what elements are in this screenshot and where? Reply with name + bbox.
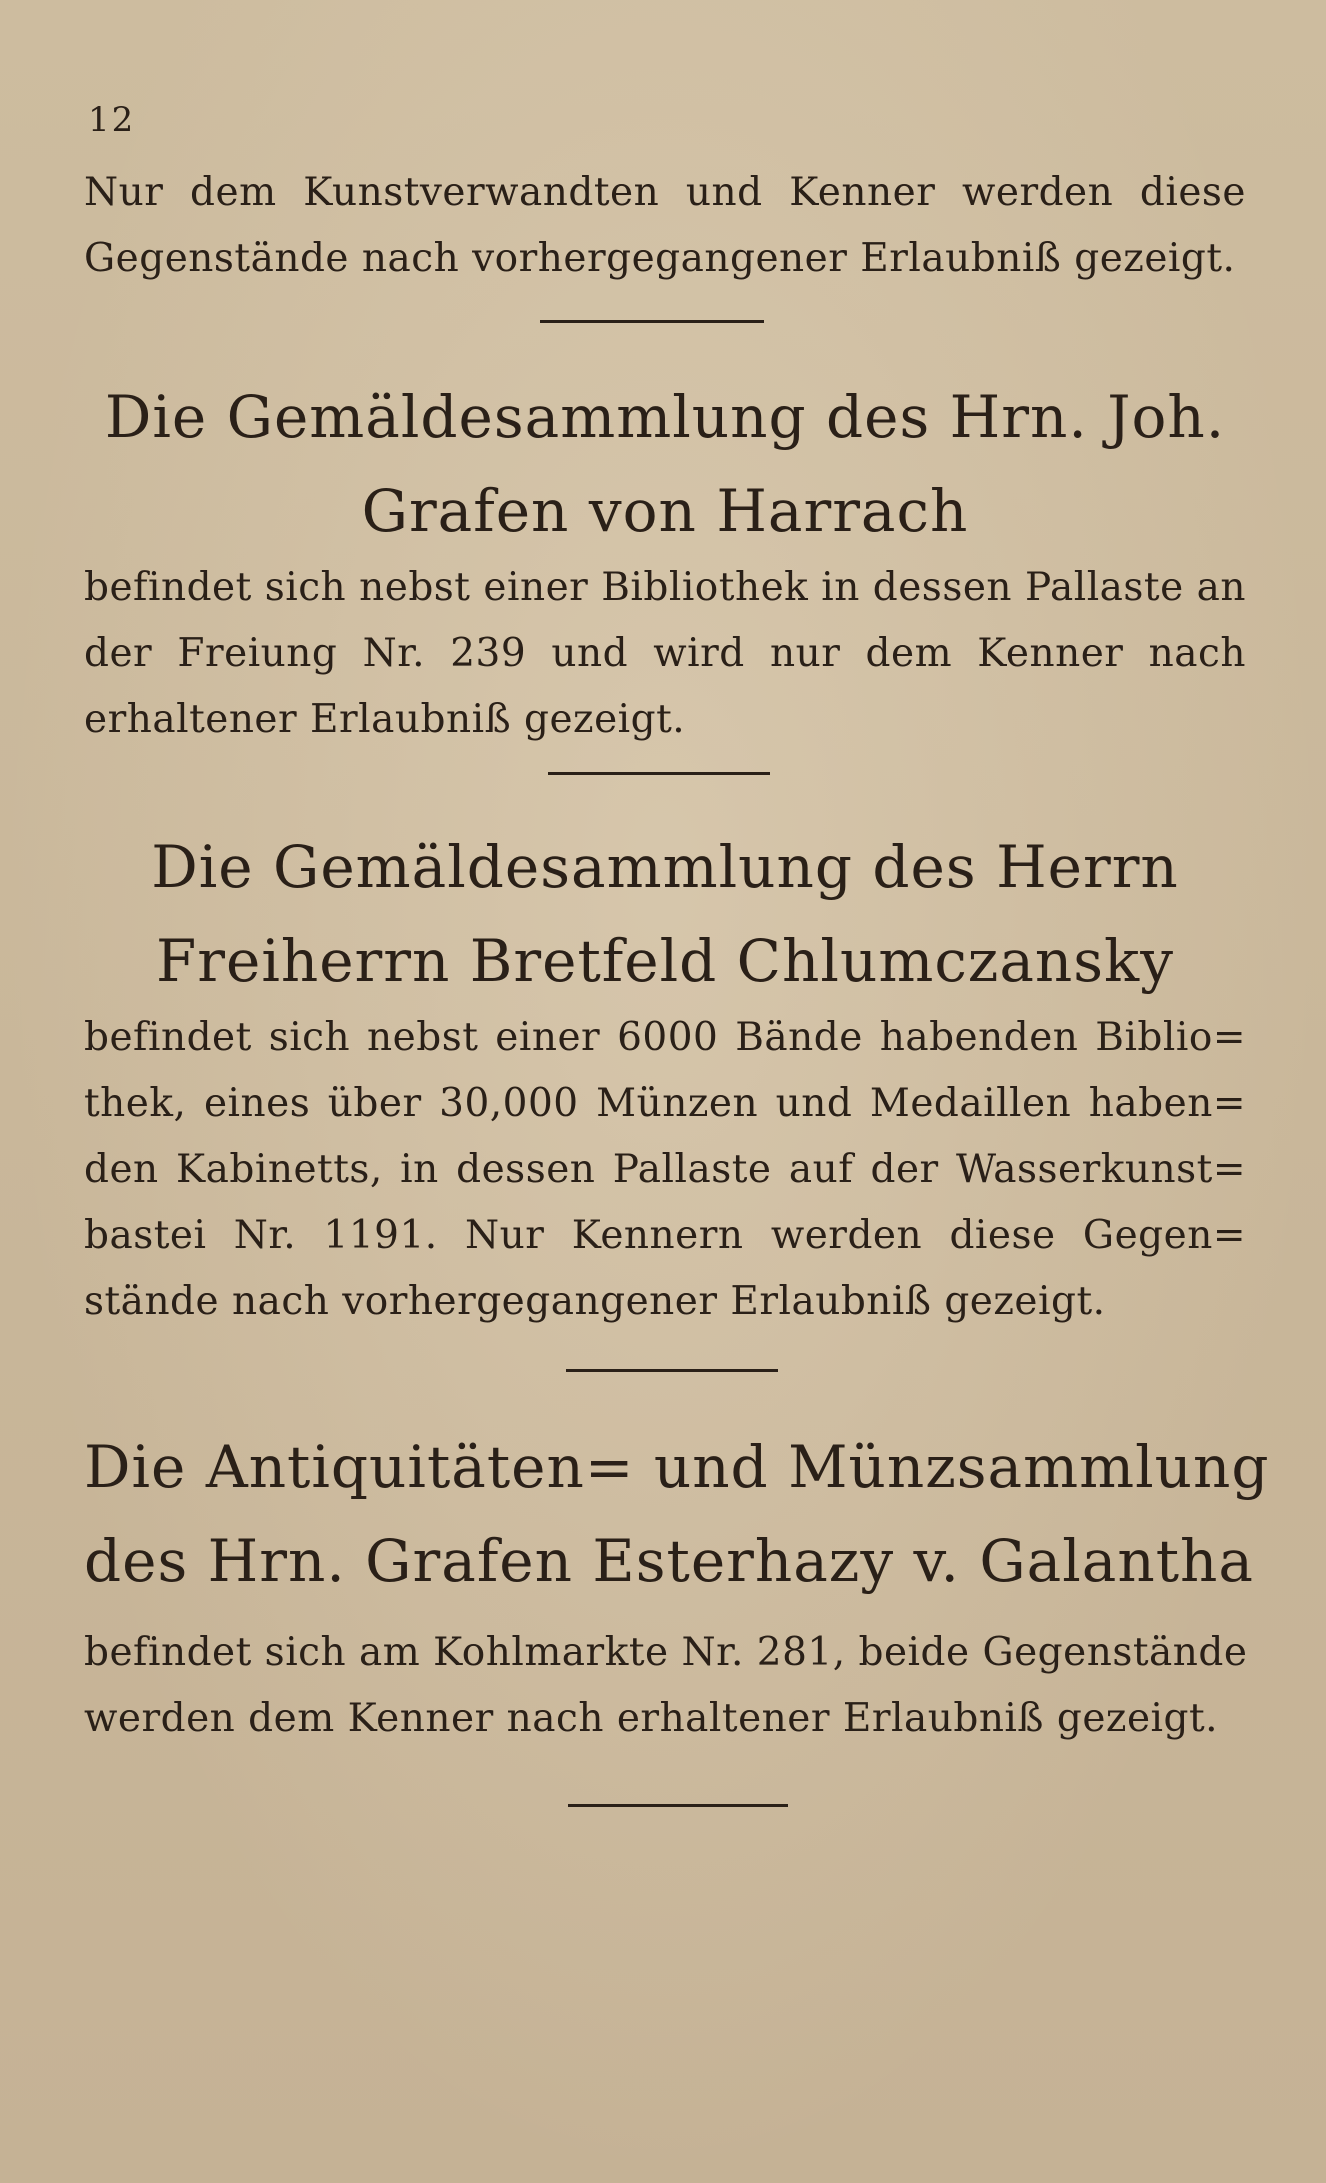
heading-line: Freiherrn Bretfeld Chlumczansky [156,927,1174,995]
section-heading-harrach [84,370,1246,558]
body-line: werden dem Kenner nach erhaltener Erlaubniß gezeigt. [84,1696,1219,1741]
page-number: 12 [88,100,136,140]
heading-line: Die Antiquitäten= und Münzsammlung [84,1433,1270,1501]
section-divider [568,1804,788,1807]
section-divider [540,320,764,323]
section-heading-bretfeld [84,820,1246,1008]
intro-line: Gegenstände nach vorhergegangener Erlaubniß gezeigt. [84,236,1236,281]
body-line: befindet sich nebst einer Bibliothek in dessen Pallaste an [84,565,1246,610]
intro-paragraph [84,160,1246,292]
body-line: stände nach vorhergegangener Erlaubniß gezeigt. [84,1279,1106,1324]
body-line: der Freiung Nr. 239 und wird nur dem Kenner nach [84,631,1246,676]
body-line: den Kabinetts, in dessen Pallaste auf der Wasserkunst= [84,1147,1246,1192]
body-line: erhaltener Erlaubniß gezeigt. [84,697,686,742]
heading-line: Grafen von Harrach [361,477,969,545]
section-body-esterhazy [84,1620,1246,1752]
section-body-bretfeld [84,1005,1246,1335]
section-divider [566,1369,778,1372]
intro-line: Nur dem Kunstverwandten und Kenner werden diese [84,170,1246,215]
body-line: bastei Nr. 1191. Nur Kennern werden diese Gegen= [84,1213,1246,1258]
section-body-harrach [84,555,1246,753]
heading-line: Die Gemäldesammlung des Herrn [151,833,1179,901]
heading-line: Die Gemäldesammlung des Hrn. Joh. [104,383,1226,451]
body-line: befindet sich am Kohlmarkte Nr. 281, beide Gegenstände [84,1630,1248,1675]
section-heading-esterhazy [84,1420,1270,1608]
body-line: befindet sich nebst einer 6000 Bände habenden Biblio= [84,1015,1246,1060]
heading-line: des Hrn. Grafen Esterhazy v. Galantha [84,1527,1254,1595]
body-line: thek, eines über 30,000 Münzen und Medaillen haben= [84,1081,1246,1126]
section-divider [548,772,770,775]
